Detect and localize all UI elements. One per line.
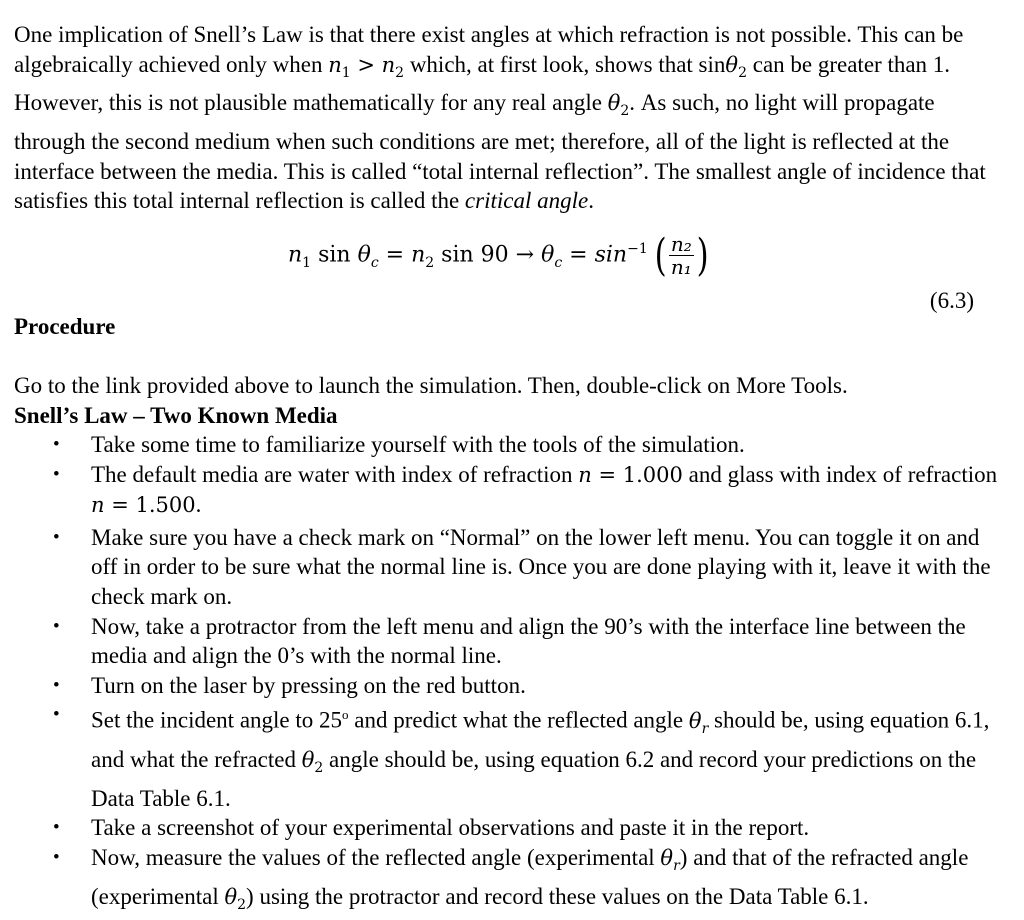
fraction-group: ( $\frac{\text{n₂}}{\text{n₁}}$ ) [654,229,709,281]
equation-number: (6.3) [929,288,974,313]
list-item: • Now, take a protractor from the left menu and align the 90’s with the interface line between the media and align the 0’s with the normal line. [53,613,966,669]
bullet-icon: • [53,704,60,726]
list-item: • Make sure you have a check mark on “Normal” on the lower left menu. You can toggle it on and off in order to be sure what the normal line is. Once you are done playing with it, leave it with the check mark on. [53,524,991,609]
procedure-intro: Go to the link provided above to launch the simulation. Then, double-click on More Tools. [14,373,848,398]
document-page [14,20,1006,913]
list-item: • Now, measure the values of the reflected angle (experimental $\theta_r$) and that of the refracted angle (experimental $\theta_2$) using the protractor and record these values on the Data Table 6.1. [53,844,969,913]
critical-angle-equation: $n_1$ $\sin \theta_c = n_2$ $\sin 90 \to \theta_c = \sin^{-1}$ ( $\frac{\text{n₂}}{\text{n₁}}$ ) [14,218,1006,282]
intro-text: One implication of Snell’s Law is that there exist angles at which refraction is not possible. This can be algebraically achieved only when [14,22,964,77]
bullet-icon: • [53,526,60,548]
list-item: • Take a screenshot of your experimental observations and paste it in the report. [14,813,1006,843]
list-item: • Set the incident angle to 25$^o$ and predict what the reflected angle $\theta_r$ should be, using equation 6.1, and what the refracted $\theta_2$ angle should be, using equation 6.2 and record your predictions on the Data Table 6.1. [14,700,1006,813]
list-item: • Turn on the laser by pressing on the red button. [14,671,1006,701]
bullet-icon: • [53,615,60,637]
intro-paragraph: One implication of Snell’s Law is that there exist angles at which refraction is not possible. This can be algebraically achieved only when $n_1 > n_2$ which, at first look, shows that sinθ$_2$ can be greater than 1. However, this is not plausible mathematically for any real angle $\theta_2$. As such, no light will propagate through the second medium when such conditions are met; therefore, all of the light is reflected at the interface between the media. This is called “total internal reflection”. The smallest angle of incidence that satisfies this total internal reflection is called the critical angle. [14,22,986,214]
bullet-icon: • [53,463,60,485]
condition-math: $n_1 > n_2$ [328,52,405,81]
subsection-heading: Snell’s Law – Two Known Media [14,403,338,428]
procedure-steps [14,430,1006,920]
bullet-icon: • [53,674,60,696]
procedure-heading: Procedure [14,314,116,339]
intro-text: . As such, no light will propagate through the second medium when such conditions are met; therefore, all of the light is reflected at the interface between the media. This is called “total internal reflection”. The smallest angle of incidence that satisfies this total internal reflection is called the [14,90,986,214]
theta-math: $\theta_2$ [607,91,630,120]
theta-math: $\theta_2$ [725,52,747,81]
list-item: • The default media are water with index of refraction n = 1.000 and glass with index of refraction n = 1.500. [53,461,998,518]
bullet-icon: • [53,434,60,455]
bullet-icon: • [53,817,60,839]
critical-angle-term: critical angle [464,188,589,214]
list-item: • Take some time to familiarize yourself with the tools of the simulation. [14,430,1006,460]
intro-text: which, at first look, shows that sin [404,51,726,77]
intro-text: can be greater than 1. However, this is not plausible mathematically for any real angle [14,51,951,116]
bullet-icon: • [53,846,60,868]
